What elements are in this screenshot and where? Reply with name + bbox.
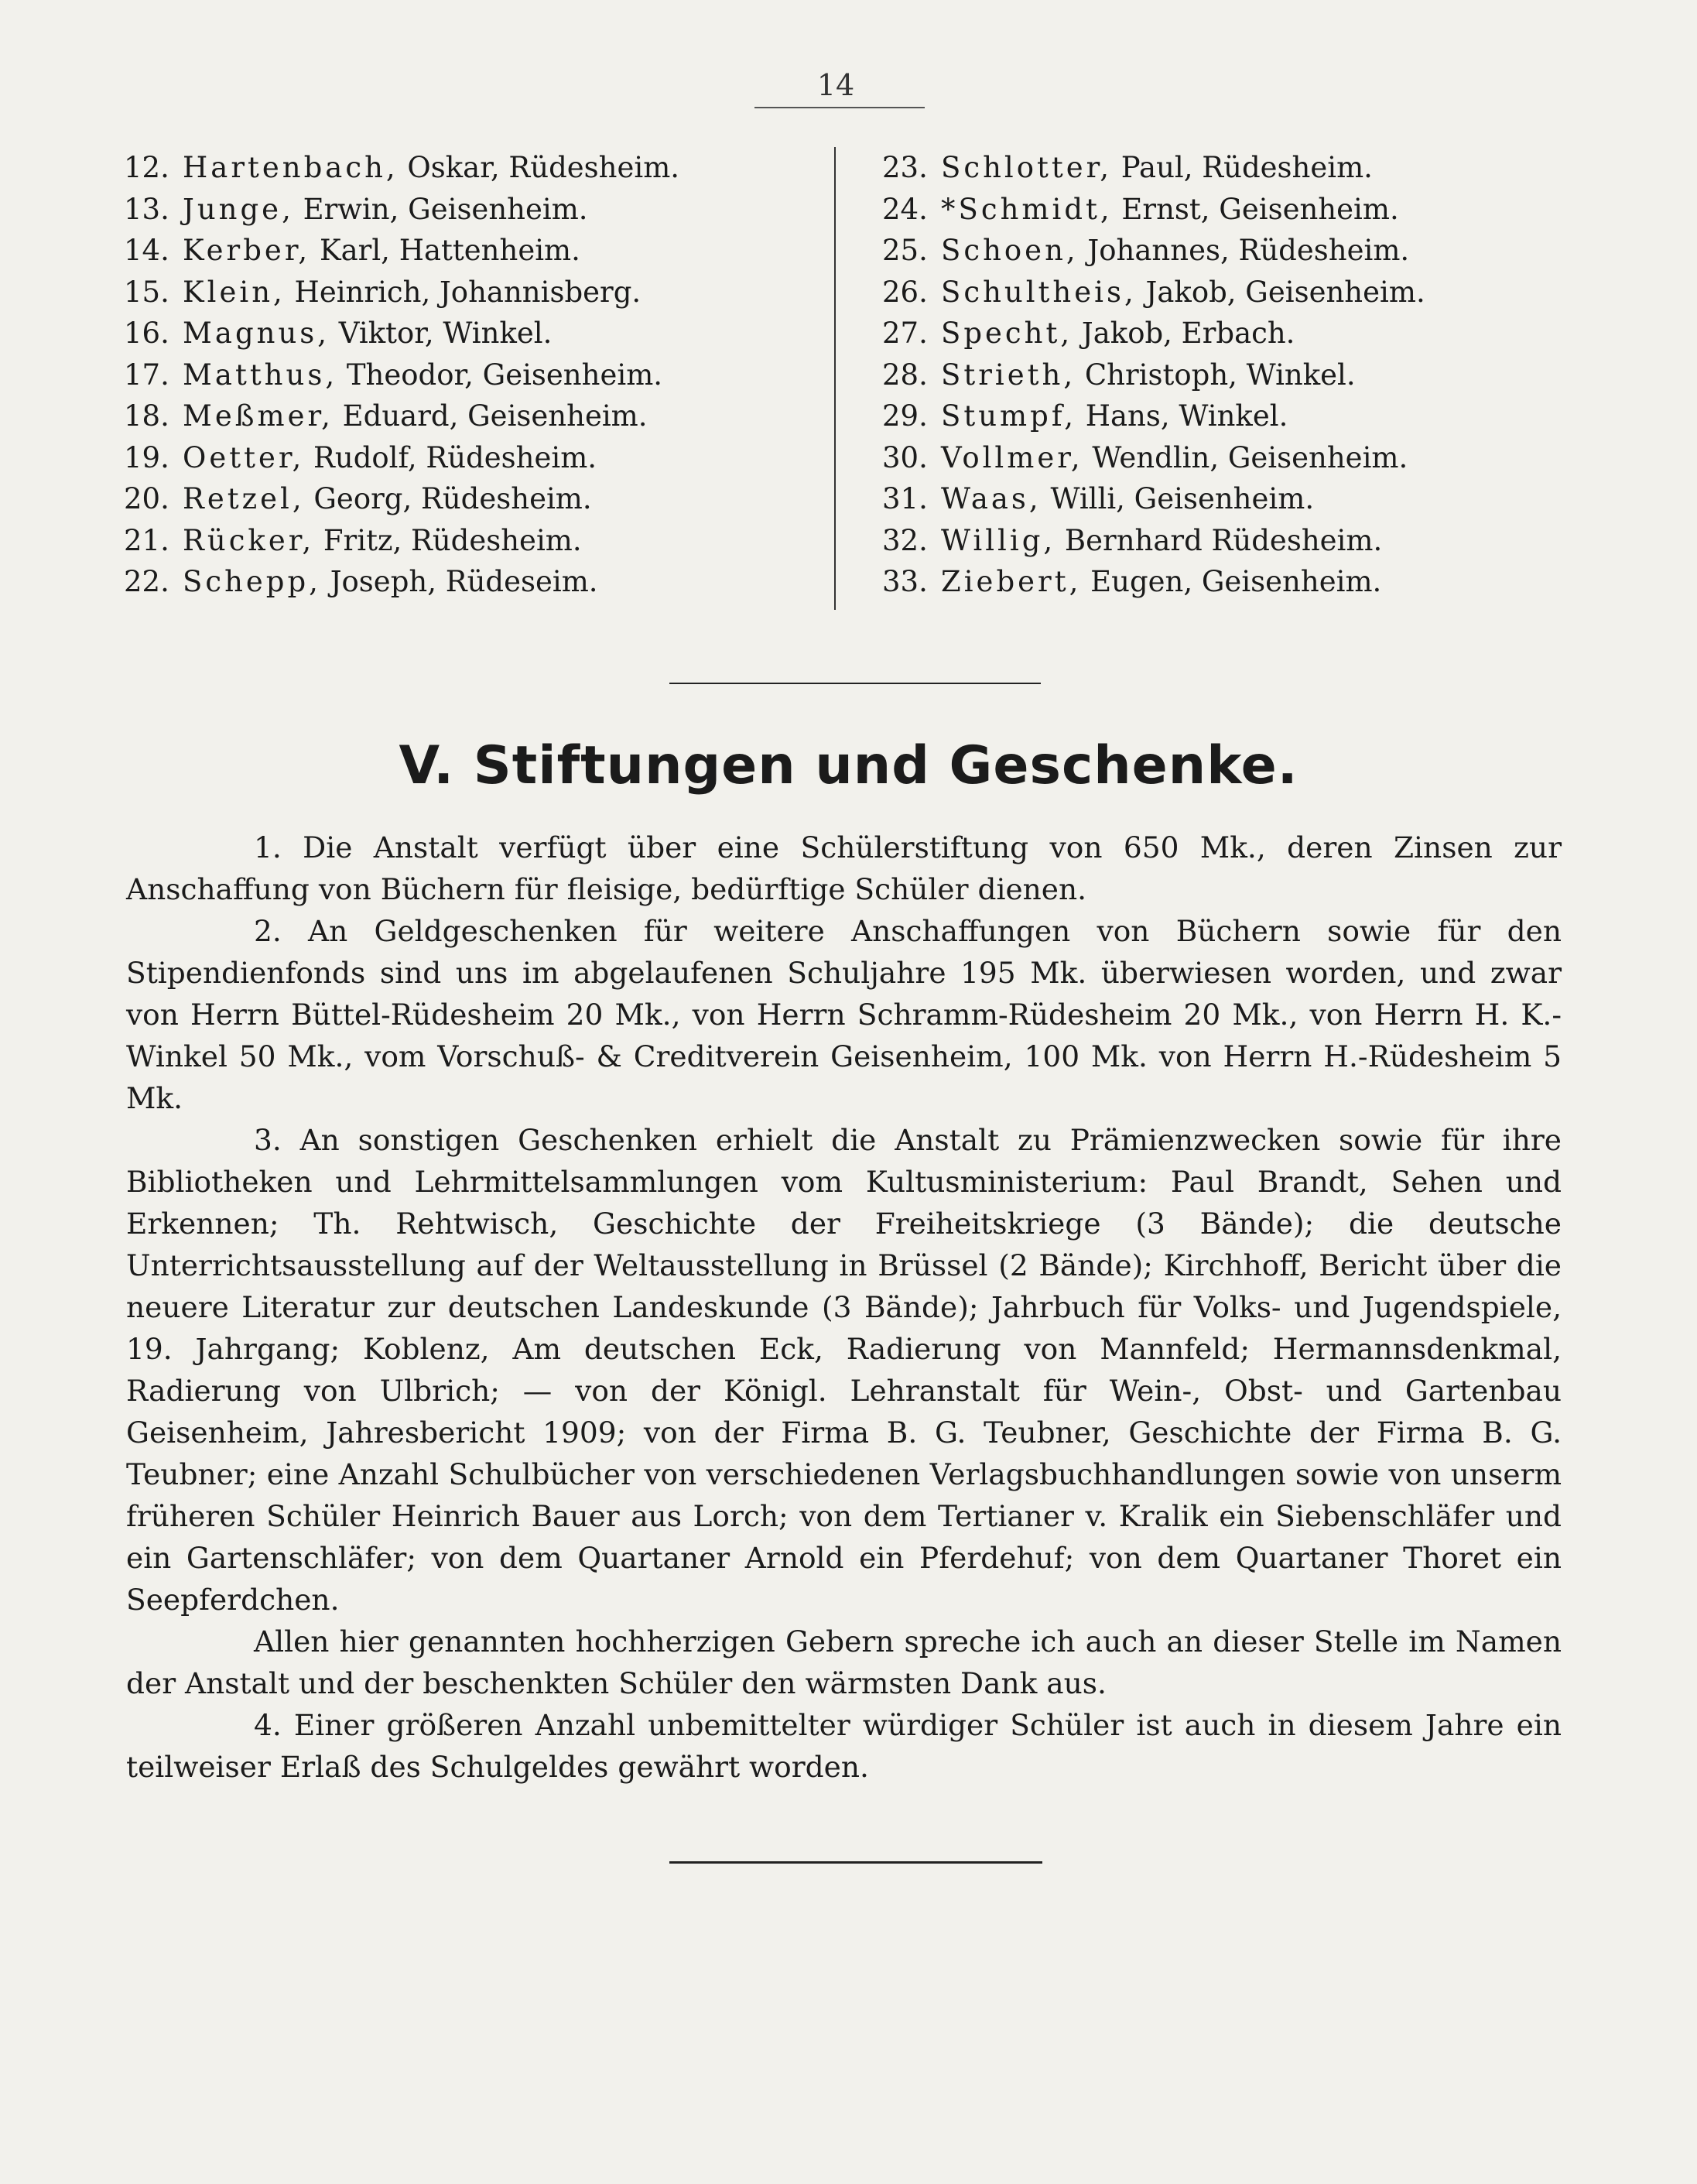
item-number: 20. bbox=[124, 482, 169, 515]
item-details: Rudolf, Rüdesheim. bbox=[304, 440, 597, 474]
item-surname: Matthus, bbox=[183, 358, 338, 392]
item-surname: Willig, bbox=[941, 523, 1056, 557]
paragraph-1: 1. Die Anstalt verfügt über eine Schülerstiftung von 650 Mk., deren Zinsen zur Anschaffung von Büchern für fleisige, bedürftige Schüler dienen. bbox=[126, 830, 1562, 906]
item-number: 15. bbox=[124, 275, 169, 309]
item-number: 28. bbox=[882, 358, 928, 392]
item-number: 13. bbox=[124, 192, 169, 226]
item-surname: Hartenbach, bbox=[183, 151, 399, 184]
item-number: 31. bbox=[882, 482, 928, 515]
list-item bbox=[882, 230, 1579, 272]
column-divider bbox=[834, 147, 836, 610]
item-details: Heinrich, Johannisberg. bbox=[285, 275, 642, 309]
item-details: Wendlin, Geisenheim. bbox=[1083, 440, 1408, 474]
list-item bbox=[882, 395, 1579, 437]
item-details: Willi, Geisenheim. bbox=[1041, 482, 1315, 515]
item-surname: Junge, bbox=[183, 192, 294, 226]
item-number: 18. bbox=[124, 399, 169, 433]
list-item bbox=[124, 478, 828, 520]
list-item bbox=[882, 478, 1579, 520]
header-rule bbox=[754, 107, 925, 108]
item-surname: Oetter, bbox=[183, 440, 305, 474]
item-details: Georg, Rüdesheim. bbox=[304, 482, 592, 515]
list-item bbox=[124, 189, 828, 231]
item-details: Fritz, Rüdesheim. bbox=[314, 523, 582, 557]
item-number: 14. bbox=[124, 234, 169, 267]
item-number: 22. bbox=[124, 565, 169, 598]
item-surname: Meßmer, bbox=[183, 399, 334, 433]
paragraph-3: 3. An sonstigen Geschenken erhielt die Anstalt zu Prämienzwecken sowie für ihre Bibliotheken und Lehrmittelsammlungen vom Kultusministerium: Paul Brandt, Sehen und Erkennen; Th. Rehtwisch, Geschichte der Freiheitskriege (3 Bände); die deutsche Unterrichtsausstellung auf der Weltausstellung in Brüssel (2 Bände); Kirchhoff, Bericht über die neuere Literatur zur deutschen Landeskunde (3 Bände); Jahrbuch für Volks- und Jugendspiele, 19. Jahrgang; Koblenz, Am deutschen Eck, Radierung von Mannfeld; Hermannsdenkmal, Radierung von Ulbrich; — von der Königl. Lehranstalt für Wein-, Obst- und Gartenbau Geisenheim, Jahresbericht 1909; von der Firma B. G. Teubner, Geschichte der Firma B. G. Teubner; eine Anzahl Schulbücher von verschiedenen Verlagsbuchhandlungen sowie von unserm früheren Schüler Heinrich Bauer aus Lorch; von dem Tertianer v. Kralik ein Siebenschläfer und ein Gartenschläfer; von dem Quartaner Arnold ein Pferdehuf; von dem Quartaner Thoret ein Seepferdchen. bbox=[126, 1123, 1562, 1617]
section-title: V. Stiftungen und Geschenke. bbox=[399, 735, 1298, 796]
list-item bbox=[124, 395, 828, 437]
list-item bbox=[882, 520, 1579, 562]
list-item bbox=[124, 272, 828, 313]
item-surname: Schoen, bbox=[941, 234, 1079, 267]
list-item bbox=[882, 561, 1579, 603]
list-item bbox=[124, 313, 828, 354]
item-surname: Schepp, bbox=[183, 565, 321, 598]
list-item bbox=[882, 147, 1579, 189]
list-item bbox=[882, 313, 1579, 354]
item-surname: Magnus, bbox=[183, 317, 330, 350]
item-surname: Vollmer, bbox=[941, 440, 1083, 474]
list-item bbox=[882, 189, 1579, 231]
item-number: 25. bbox=[882, 234, 928, 267]
list-item bbox=[124, 230, 828, 272]
item-surname: Klein, bbox=[183, 275, 286, 309]
item-surname: Kerber, bbox=[183, 234, 311, 267]
list-item bbox=[882, 437, 1579, 479]
item-number: 32. bbox=[882, 523, 928, 557]
list-item bbox=[124, 147, 828, 189]
item-details: Ernst, Geisenheim. bbox=[1112, 192, 1399, 226]
item-surname: Retzel, bbox=[183, 482, 305, 515]
list-item bbox=[124, 520, 828, 562]
item-details: Viktor, Winkel. bbox=[330, 317, 553, 350]
item-number: 30. bbox=[882, 440, 928, 474]
list-item bbox=[882, 354, 1579, 396]
item-number: 16. bbox=[124, 317, 169, 350]
item-details: Eduard, Geisenheim. bbox=[333, 399, 648, 433]
end-rule bbox=[669, 1861, 1042, 1864]
item-details: Paul, Rüdesheim. bbox=[1112, 151, 1373, 184]
item-number: 24. bbox=[882, 192, 928, 226]
item-details: Eugen, Geisenheim. bbox=[1081, 565, 1382, 598]
item-number: 19. bbox=[124, 440, 169, 474]
section-body bbox=[126, 827, 1562, 1788]
item-number: 17. bbox=[124, 358, 169, 392]
item-surname: Ziebert, bbox=[941, 565, 1082, 598]
item-details: Theodor, Geisenheim. bbox=[337, 358, 663, 392]
item-surname: Waas, bbox=[941, 482, 1042, 515]
item-number: 29. bbox=[882, 399, 928, 433]
item-number: 26. bbox=[882, 275, 928, 309]
item-number: 21. bbox=[124, 523, 169, 557]
item-details: Jakob, Erbach. bbox=[1073, 317, 1295, 350]
item-surname: Rücker, bbox=[183, 523, 315, 557]
item-number: 12. bbox=[124, 151, 169, 184]
item-surname: Schlotter, bbox=[941, 151, 1113, 184]
section-rule bbox=[669, 683, 1041, 684]
list-item bbox=[124, 354, 828, 396]
page-number: 14 bbox=[816, 68, 855, 102]
item-details: Bernhard Rüdesheim. bbox=[1055, 523, 1383, 557]
student-list-right bbox=[882, 147, 1579, 603]
student-list-left bbox=[124, 147, 828, 603]
item-number: 33. bbox=[882, 565, 928, 598]
list-item bbox=[124, 561, 828, 603]
item-details: Oskar, Rüdesheim. bbox=[398, 151, 680, 184]
item-details: Karl, Hattenheim. bbox=[310, 234, 580, 267]
item-number: 27. bbox=[882, 317, 928, 350]
item-surname: Schultheis, bbox=[941, 275, 1137, 309]
item-details: Erwin, Geisenheim. bbox=[293, 192, 588, 226]
item-details: Johannes, Rüdesheim. bbox=[1078, 234, 1410, 267]
paragraph-thanks: Allen hier genannten hochherzigen Gebern spreche ich auch an dieser Stelle im Namen der Anstalt und der beschenkten Schüler den wärmsten Dank aus. bbox=[126, 1624, 1562, 1700]
list-item bbox=[882, 272, 1579, 313]
item-details: Joseph, Rüdeseim. bbox=[320, 565, 598, 598]
item-surname: Stumpf, bbox=[941, 399, 1076, 433]
list-item bbox=[124, 437, 828, 479]
paragraph-4: 4. Einer größeren Anzahl unbemittelter würdiger Schüler ist auch in diesem Jahre ein teilweiser Erlaß des Schulgeldes gewährt worden. bbox=[126, 1708, 1562, 1784]
item-details: Jakob, Geisenheim. bbox=[1136, 275, 1425, 309]
item-surname: Strieth, bbox=[941, 358, 1076, 392]
paragraph-2: 2. An Geldgeschenken für weitere Anschaffungen von Büchern sowie für den Stipendienfonds sind uns im abgelaufenen Schuljahre 195 Mk. überwiesen worden, und zwar von Herrn Büttel-Rüdesheim 20 Mk., von Herrn Schramm-Rüdesheim 20 Mk., von Herrn H. K.-Winkel 50 Mk., vom Vorschuß- & Creditverein Geisenheim, 100 Mk. von Herrn H.-Rüdesheim 5 Mk. bbox=[126, 914, 1562, 1115]
item-surname: Specht, bbox=[941, 317, 1073, 350]
item-surname: *Schmidt, bbox=[941, 192, 1113, 226]
item-details: Christoph, Winkel. bbox=[1076, 358, 1356, 392]
item-details: Hans, Winkel. bbox=[1076, 399, 1288, 433]
item-number: 23. bbox=[882, 151, 928, 184]
